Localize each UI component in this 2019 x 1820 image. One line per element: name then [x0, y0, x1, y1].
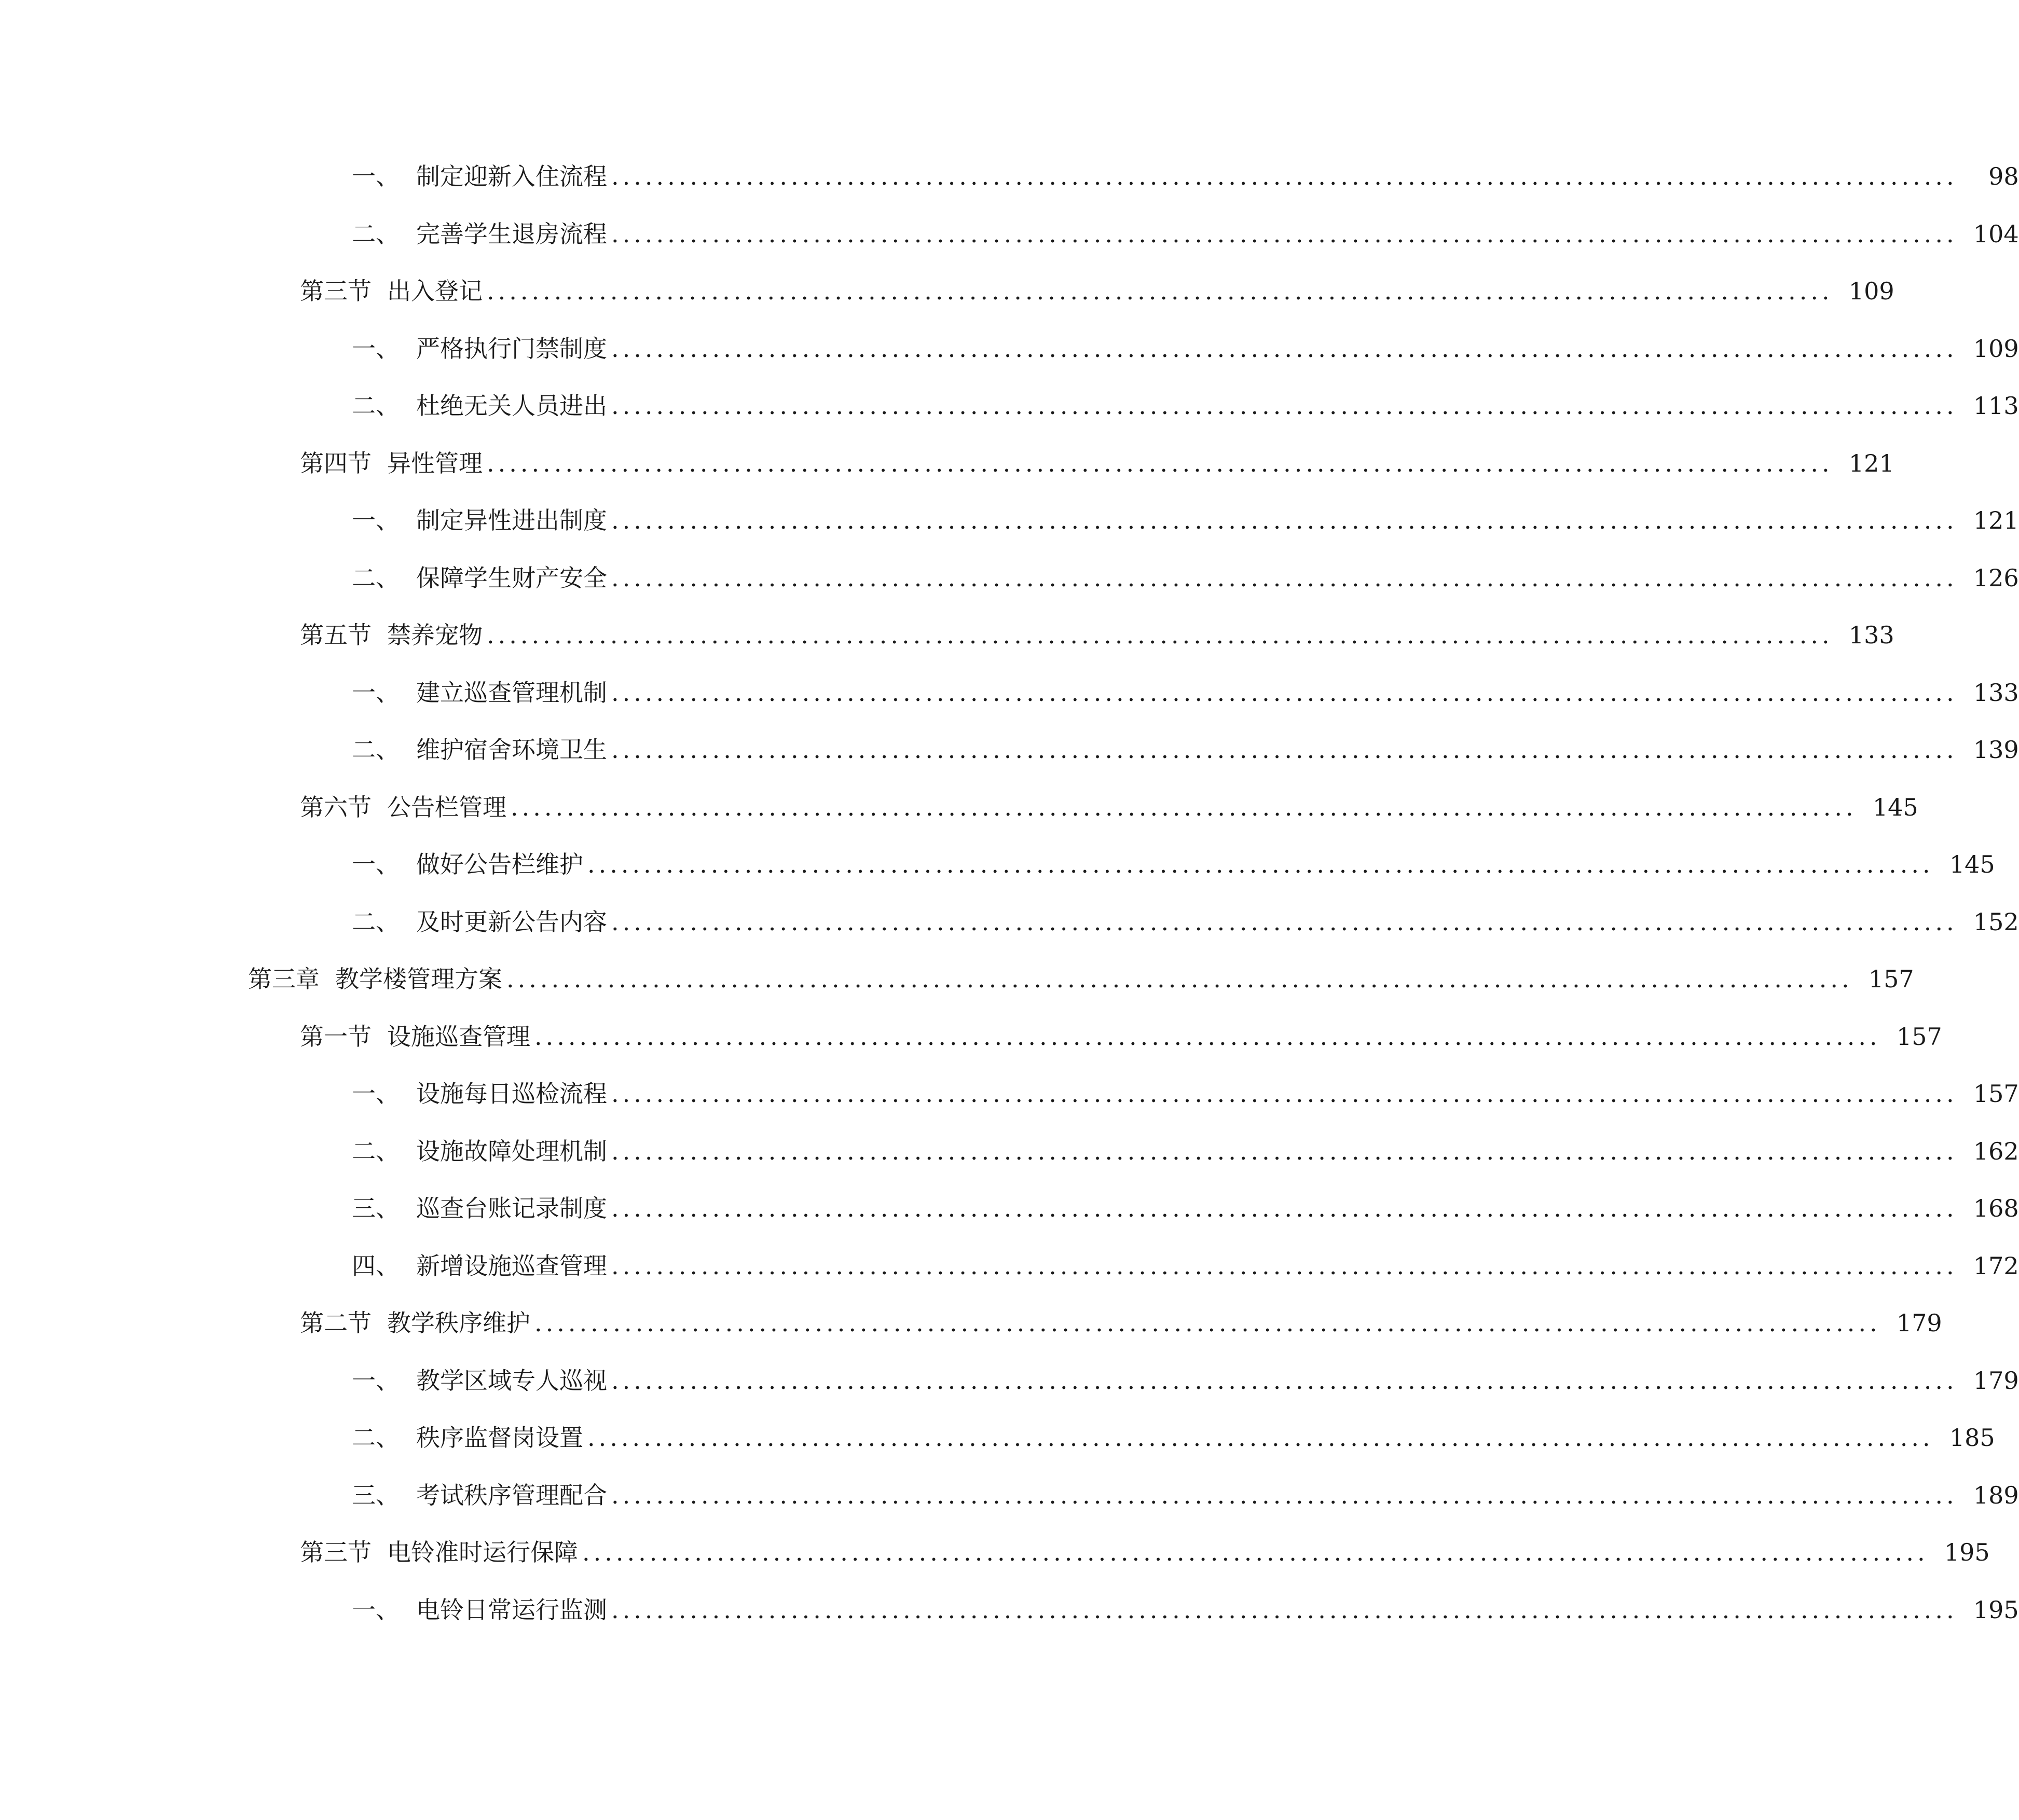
toc-entry-page-number: 145 [1872, 793, 1918, 821]
toc-entry-title: 严格执行门禁制度 [416, 335, 607, 363]
toc-entry-title: 杜绝无关人员进出 [416, 392, 607, 420]
toc-entry-page-number: 126 [1973, 564, 2019, 592]
toc-entry-chapter[interactable] [248, 958, 1914, 1000]
toc-entry-title: 制定异性进出制度 [416, 506, 607, 534]
toc-entry-page-number: 121 [1848, 449, 1894, 477]
toc-entry-title: 做好公告栏维护 [416, 850, 583, 878]
toc-entry-title: 考试秩序管理配合 [416, 1481, 607, 1509]
dot-leader: ........................................................................................................................ [611, 335, 1958, 363]
toc-entry-number: 二、 [352, 1137, 400, 1165]
toc-entry-item[interactable] [352, 385, 2019, 426]
toc-entry-page-number: 195 [1944, 1538, 1990, 1566]
toc-entry-number: 二、 [352, 564, 400, 592]
dot-leader: ........................................................................................................................ [587, 1424, 1934, 1452]
toc-entry-page-number: 109 [1848, 277, 1894, 305]
toc-entry-page-number: 98 [1988, 162, 2019, 190]
dot-leader: ........................................................................................................................ [611, 736, 1958, 764]
toc-entry-title: 新增设施巡查管理 [416, 1252, 607, 1280]
toc-entry-item[interactable] [352, 844, 1995, 885]
toc-entry-item[interactable] [352, 1360, 2019, 1401]
toc-entry-item[interactable] [352, 1417, 1995, 1458]
toc-entry-title: 教学楼管理方案 [335, 965, 502, 993]
toc-entry-title: 禁养宠物 [387, 621, 483, 649]
toc-entry-title: 公告栏管理 [387, 793, 506, 821]
toc-entry-title: 制定迎新入住流程 [416, 162, 607, 190]
dot-leader: ........................................................................................................................ [611, 392, 1958, 420]
toc-entry-item[interactable] [352, 1188, 2019, 1229]
toc-entry-page-number: 162 [1973, 1137, 2019, 1165]
dot-leader: ........................................................................................................................ [611, 162, 1958, 190]
dot-leader: ........................................................................................................................ [587, 850, 1934, 878]
dot-leader: ........................................................................................................................ [611, 1367, 1958, 1395]
dot-leader: ........................................................................................................................ [611, 1481, 1958, 1509]
toc-entry-page-number: 133 [1973, 679, 2019, 707]
toc-entry-section[interactable] [300, 1016, 1942, 1057]
toc-entry-number: 一、 [352, 162, 400, 190]
toc-entry-number: 二、 [352, 220, 400, 248]
dot-leader: ........................................................................................................................ [611, 220, 1958, 248]
dot-leader: ........................................................................................................................ [611, 1080, 1958, 1108]
toc-entry-title: 维护宿舍环境卫生 [416, 736, 607, 764]
toc-entry-item[interactable] [352, 156, 2019, 197]
toc-entry-section[interactable] [300, 270, 1894, 312]
toc-entry-number: 一、 [352, 679, 400, 707]
dot-leader: ........................................................................................................................ [611, 506, 1958, 534]
toc-entry-number: 第三节 [300, 277, 372, 305]
dot-leader: ........................................................................................................................ [487, 621, 1833, 649]
toc-entry-item[interactable] [352, 1073, 2019, 1114]
toc-entry-number: 一、 [352, 1080, 400, 1108]
dot-leader: ........................................................................................................................ [611, 679, 1958, 707]
toc-entry-page-number: 179 [1973, 1367, 2019, 1395]
toc-entry-number: 一、 [352, 850, 400, 878]
toc-entry-number: 一、 [352, 1367, 400, 1395]
toc-entry-item[interactable] [352, 500, 2019, 541]
toc-entry-number: 第五节 [300, 621, 372, 649]
toc-entry-item[interactable] [352, 213, 2019, 255]
toc-entry-number: 三、 [352, 1481, 400, 1509]
toc-entry-page-number: 109 [1973, 335, 2019, 363]
toc-entry-page-number: 104 [1973, 220, 2019, 248]
dot-leader: ........................................................................................................................ [511, 793, 1857, 821]
toc-entry-title: 教学区域专人巡视 [416, 1367, 607, 1395]
toc-entry-number: 二、 [352, 736, 400, 764]
toc-entry-title: 完善学生退房流程 [416, 220, 607, 248]
toc-entry-page-number: 168 [1973, 1194, 2019, 1222]
toc-entry-number: 第三章 [248, 965, 320, 993]
toc-entry-title: 巡查台账记录制度 [416, 1194, 607, 1222]
toc-entry-section[interactable] [300, 1532, 1990, 1573]
toc-entry-title: 保障学生财产安全 [416, 564, 607, 592]
toc-entry-title: 建立巡查管理机制 [416, 679, 607, 707]
toc-entry-number: 三、 [352, 1194, 400, 1222]
toc-entry-page-number: 145 [1949, 850, 1995, 878]
toc-entry-page-number: 113 [1973, 392, 2019, 420]
dot-leader: ........................................................................................................................ [534, 1023, 1881, 1051]
toc-entry-item[interactable] [352, 1130, 2019, 1172]
toc-entry-number: 二、 [352, 1424, 400, 1452]
dot-leader: ........................................................................................................................ [611, 564, 1958, 592]
dot-leader: ........................................................................................................................ [582, 1538, 1929, 1566]
dot-leader: ........................................................................................................................ [611, 1137, 1958, 1165]
toc-entry-number: 一、 [352, 335, 400, 363]
dot-leader: ........................................................................................................................ [611, 1194, 1958, 1222]
toc-entry-page-number: 157 [1868, 965, 1914, 993]
toc-entry-page-number: 152 [1973, 908, 2019, 936]
dot-leader: ........................................................................................................................ [487, 449, 1833, 477]
toc-entry-page-number: 157 [1973, 1080, 2019, 1108]
toc-entry-title: 电铃准时运行保障 [387, 1538, 578, 1566]
toc-entry-section[interactable] [300, 787, 1918, 828]
toc-entry-page-number: 179 [1896, 1309, 1942, 1337]
dot-leader: ........................................................................................................................ [534, 1309, 1881, 1337]
toc-entry-section[interactable] [300, 1302, 1942, 1344]
toc-entry-number: 第三节 [300, 1538, 372, 1566]
toc-entry-item[interactable] [352, 328, 2019, 369]
toc-entry-page-number: 139 [1973, 736, 2019, 764]
dot-leader: ........................................................................................................................ [506, 965, 1853, 993]
toc-entry-title: 教学秩序维护 [387, 1309, 530, 1337]
toc-entry-item[interactable] [352, 1245, 2019, 1287]
toc-entry-page-number: 185 [1949, 1424, 1995, 1452]
toc-entry-number: 二、 [352, 908, 400, 936]
toc-entry-number: 二、 [352, 392, 400, 420]
dot-leader: ........................................................................................................................ [611, 1252, 1958, 1280]
toc-entry-number: 第六节 [300, 793, 372, 821]
toc-entry-section[interactable] [300, 614, 1894, 656]
dot-leader: ........................................................................................................................ [611, 1596, 1958, 1624]
toc-entry-item[interactable] [352, 557, 2019, 599]
toc-entry-title: 设施巡查管理 [387, 1023, 530, 1051]
toc-entry-number: 一、 [352, 506, 400, 534]
toc-entry-page-number: 157 [1896, 1023, 1942, 1051]
toc-entry-number: 第一节 [300, 1023, 372, 1051]
toc-entry-item[interactable] [352, 729, 2019, 770]
toc-entry-page-number: 172 [1973, 1252, 2019, 1280]
toc-entry-title: 设施故障处理机制 [416, 1137, 607, 1165]
toc-entry-title: 及时更新公告内容 [416, 908, 607, 936]
toc-entry-number: 第四节 [300, 449, 372, 477]
toc-entry-item[interactable] [352, 672, 2019, 713]
toc-entry-section[interactable] [300, 443, 1894, 484]
toc-entry-title: 出入登记 [387, 277, 483, 305]
toc-entry-title: 电铃日常运行监测 [416, 1596, 607, 1624]
toc-entry-page-number: 189 [1973, 1481, 2019, 1509]
toc-entry-page-number: 195 [1973, 1596, 2019, 1624]
toc-entry-page-number: 121 [1973, 506, 2019, 534]
dot-leader: ........................................................................................................................ [487, 277, 1833, 305]
toc-entry-number: 第二节 [300, 1309, 372, 1337]
toc-entry-title: 异性管理 [387, 449, 483, 477]
toc-entry-title: 设施每日巡检流程 [416, 1080, 607, 1108]
toc-entry-item[interactable] [352, 901, 2019, 943]
toc-entry-page-number: 133 [1848, 621, 1894, 649]
toc-entry-item[interactable] [352, 1589, 2019, 1631]
toc-entry-number: 一、 [352, 1596, 400, 1624]
dot-leader: ........................................................................................................................ [611, 908, 1958, 936]
toc-entry-number: 四、 [352, 1252, 400, 1280]
toc-entry-title: 秩序监督岗设置 [416, 1424, 583, 1452]
toc-entry-item[interactable] [352, 1474, 2019, 1516]
